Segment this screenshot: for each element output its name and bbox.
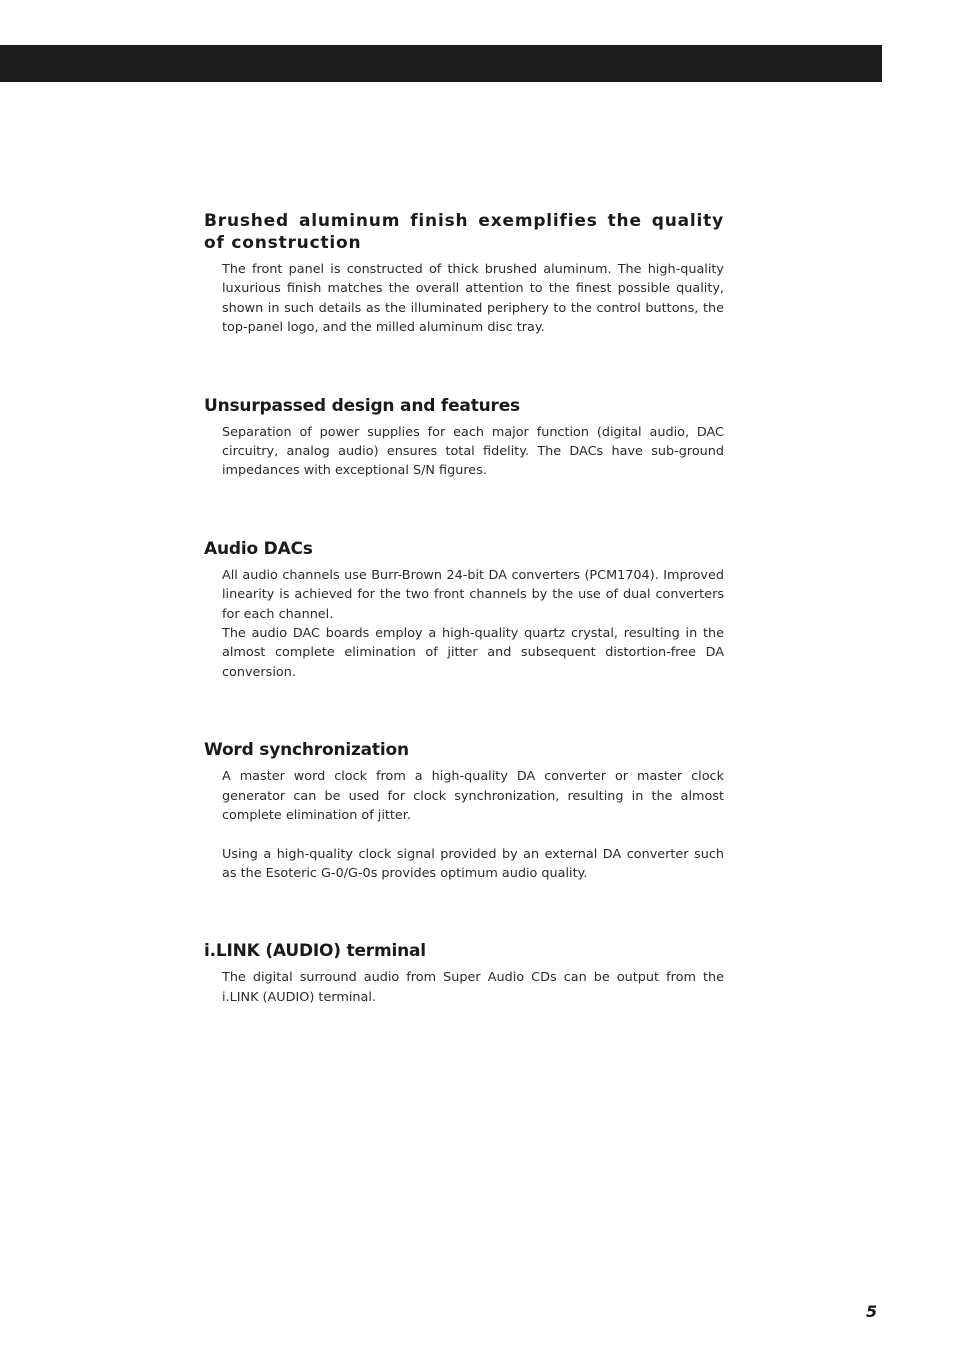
section-body: [222, 968, 724, 1007]
paragraph: A master word clock from a high-quality DA converter or master clock generator can be used for clock synchronization, resulting in the almost complete elimination of jitter.: [222, 769, 724, 824]
paragraph: The front panel is constructed of thick brushed aluminum. The high-quality luxurious finish matches the overall attention to the finest possible quality, shown in such details as the illuminated periphery to the control buttons, the top-panel logo, and the milled aluminum disc tray.: [222, 262, 724, 336]
paragraph: The digital surround audio from Super Audio CDs can be output from the i.LINK (AUDIO) terminal.: [222, 970, 724, 1005]
section-heading: Word synchronization: [204, 740, 409, 761]
section-heading: Unsurpassed design and features: [204, 395, 520, 416]
paragraph: Using a high-quality clock signal provided by an external DA converter such as the Esoteric G-0/G-0s provides optimum audio quality.: [222, 846, 724, 881]
section-body: [222, 767, 724, 883]
section-heading: Audio DACs: [204, 538, 313, 559]
section-brushed-aluminum: [204, 210, 724, 338]
paragraph: The audio DAC boards employ a high-quality quartz crystal, resulting in the almost complete elimination of jitter and subsequent distortion-free DA conversion.: [222, 626, 724, 680]
section-word-synchronization: [204, 739, 724, 883]
paragraph: All audio channels use Burr-Brown 24-bit DA converters (PCM1704). Improved linearity is achieved for the two front channels by the use of dual converters for each channel.: [222, 567, 724, 622]
section-heading: i.LINK (AUDIO) terminal: [204, 941, 426, 962]
section-unsurpassed-design: [204, 395, 724, 481]
paragraph: Separation of power supplies for each major function (digital audio, DAC circuitry, analog audio) ensures total fidelity. The DACs have sub-ground impedances with exceptional S/N figures.: [222, 424, 724, 479]
section-body: [222, 260, 724, 338]
section-body: [222, 566, 724, 682]
document-body: [204, 210, 724, 1007]
section-body: [222, 423, 724, 481]
section-ilink-terminal: [204, 940, 724, 1007]
page-number: 5: [866, 1302, 878, 1321]
section-heading: Brushed aluminum finish exemplifies the quality of construction: [204, 211, 724, 253]
section-audio-dacs: [204, 538, 724, 682]
header-bar: [0, 45, 882, 82]
